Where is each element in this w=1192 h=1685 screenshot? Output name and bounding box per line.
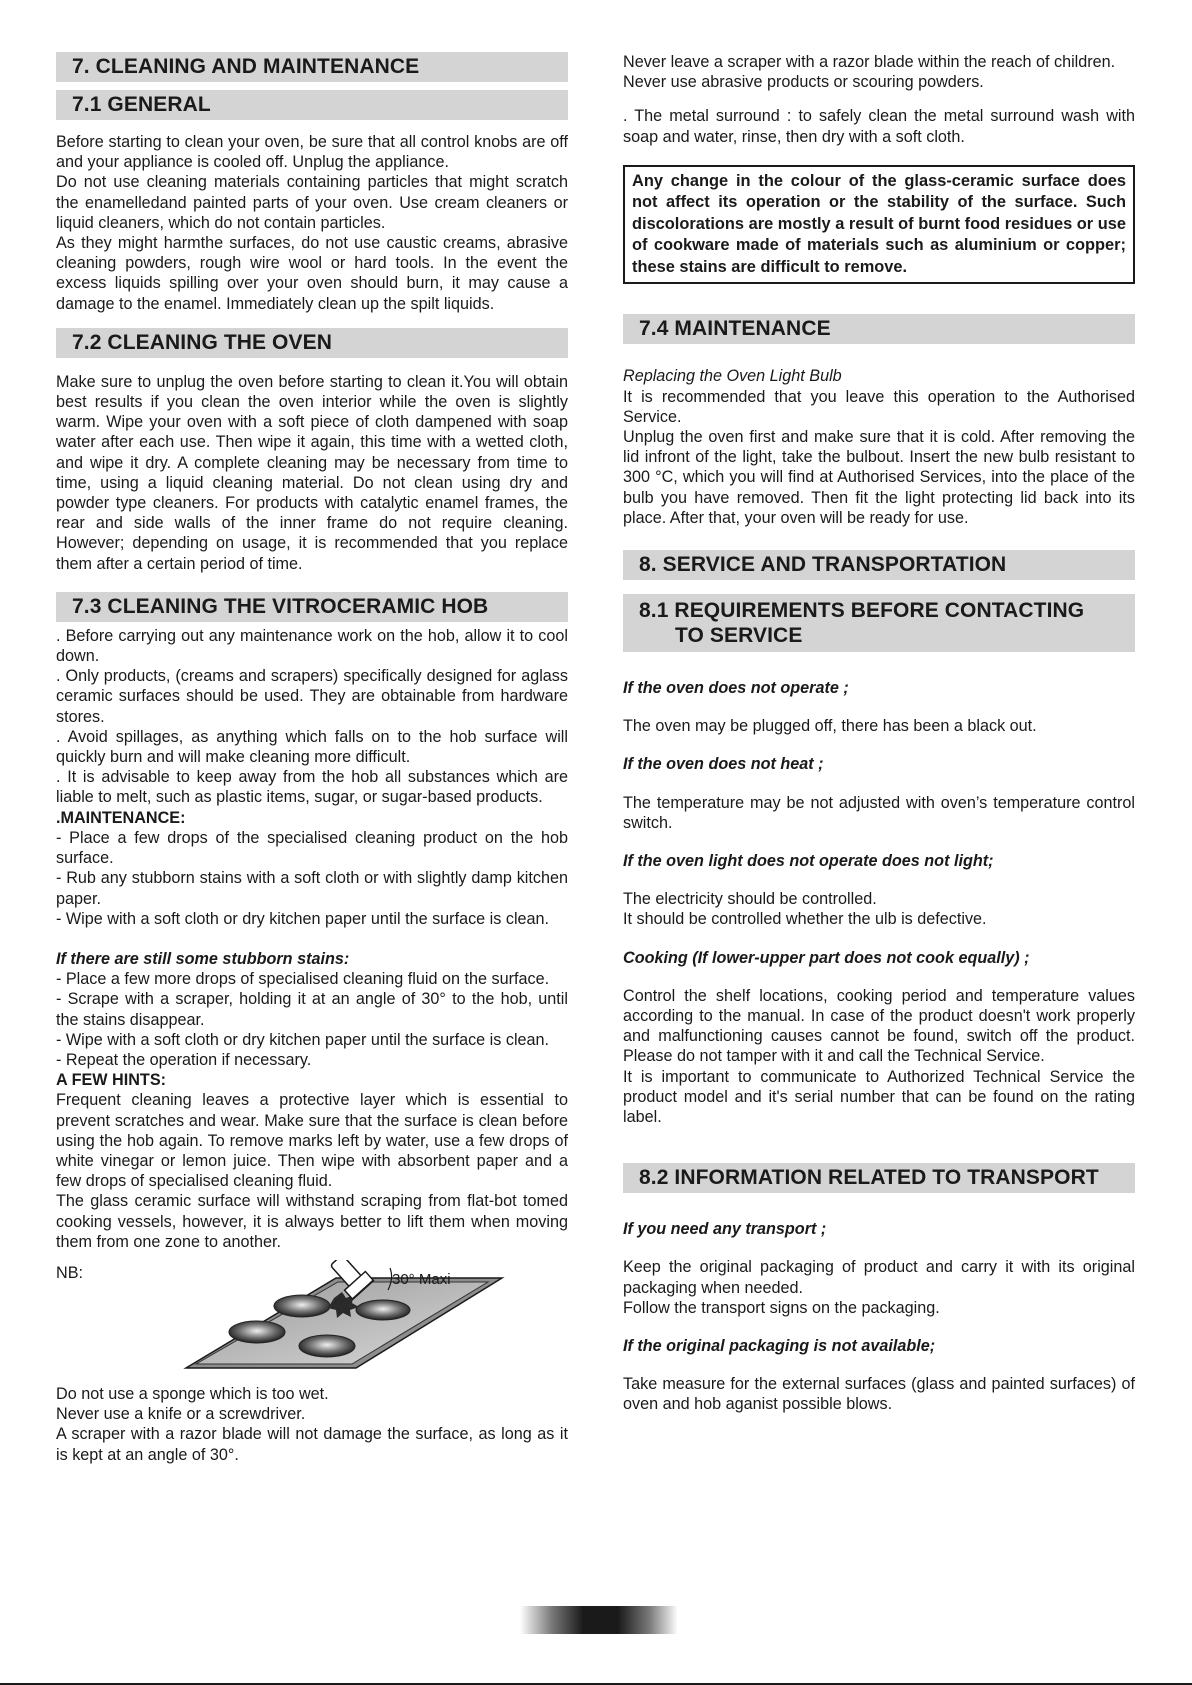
section-heading-8-2: 8.2 INFORMATION RELATED TO TRANSPORT — [623, 1163, 1135, 1193]
section-heading-8-1 — [623, 594, 1135, 652]
question-6: If the original packaging is not available; — [623, 1337, 936, 1355]
page-number-bar — [520, 1606, 678, 1634]
hints-paragraph-2: The glass ceramic surface will withstand scraping from flat-bot tomed cooking vessels, however, it is always better to lift them when moving them from one zone to another. — [56, 1192, 568, 1251]
hob-burner-4 — [299, 1335, 355, 1357]
hob-burner-3 — [229, 1321, 285, 1343]
stubborn-stains-label: If there are still some stubborn stains: — [56, 949, 350, 968]
paragraph-oven: Make sure to unplug the oven before starting to clean it.You will obtain best results if you clean the oven interior while the oven is slightly warm. Wipe your oven with a soft piece of cloth dampened with soap water after each use. Then wipe it again, this time with a wetted cloth, and wipe it dry. A complete cleaning may be necessary from time to time, using a liquid cleaning material. Do not clean using dry and powder type cleaners. For products with catalytic enamel frames, the rear and side walls of the inner frame do not require cleaning. However; depending on usage, it is recommended that you replace them after a certain period of time. — [56, 372, 568, 573]
left-column — [56, 52, 568, 1465]
bulb-paragraph-1: It is recommended that you leave this operation to the Authorised Service. — [623, 387, 1135, 426]
question-5: If you need any transport ; — [623, 1220, 827, 1239]
stubborn-step-2: - Scrape with a scraper, holding it at an angle of 30° to the hob, until the stains disappear. — [56, 990, 568, 1029]
paragraph-top-2: Never use abrasive products or scouring powders. — [623, 73, 984, 92]
maintenance-step-3: - Wipe with a soft cloth or dry kitchen paper until the surface is clean. — [56, 909, 550, 928]
section-heading-8-1-line2: TO SERVICE — [675, 623, 803, 647]
section-heading-7-2: 7.2 CLEANING THE OVEN — [56, 328, 568, 358]
answer-6: Take measure for the external surfaces (glass and painted surfaces) of oven and hob aganist possible blows. — [623, 1375, 1135, 1414]
hints-paragraph-1: Frequent cleaning leaves a protective layer which is essential to prevent scratches and wear. Make sure that the surface is clean before using the hob again. To remove marks left by water, use a few drops of white vinegar or lemon juice. Then wipe with absorbent paper and a few drops of specialised cleaning fluid. — [56, 1091, 568, 1191]
nb-label: NB: — [56, 1263, 83, 1282]
hob-burner-2 — [356, 1300, 410, 1320]
question-2: If the oven does not heat ; — [623, 755, 824, 774]
paragraph-hob-1: . Before carrying out any maintenance work on the hob, allow it to cool down. — [56, 626, 568, 666]
notice-box: Any change in the colour of the glass-ceramic surface does not affect its operation or the stability of the surface. Such discolorations are mostly a result of burnt food residues or use of cookware made of materials such as aluminium or copper; these stains are difficult to remove. — [623, 165, 1135, 285]
answer-4-paragraph-1: Control the shelf locations, cooking period and temperature values according to the manual. In case of the product doesn't work properly and malfunctioning causes cannot be found, switch off the product. Please do not tamper with it and call the Technical Service. — [623, 986, 1135, 1066]
question-4: Cooking (If lower-upper part does not cook equally) ; — [623, 948, 1030, 967]
section-heading-7-4: 7.4 MAINTENANCE — [623, 314, 1135, 344]
right-column — [623, 52, 1135, 1415]
section-heading-7-1: 7.1 GENERAL — [56, 90, 568, 120]
section-heading-7-3: 7.3 CLEANING THE VITROCERAMIC HOB — [56, 592, 568, 622]
section-heading-8: 8. SERVICE AND TRANSPORTATION — [623, 550, 1135, 580]
paragraph-general-1: Before starting to clean your oven, be sure that all control knobs are off and your appliance is cooled off. Unplug the appliance. — [56, 133, 568, 172]
paragraph-hob-3: . Avoid spillages, as anything which falls on to the hob surface will quickly burn and will make cleaning more difficult. — [56, 727, 568, 767]
answer-3-line-2: It should be controlled whether the ulb is defective. — [623, 910, 987, 929]
maintenance-step-1: - Place a few drops of the specialised cleaning product on the hob surface. — [56, 828, 568, 868]
answer-2: The temperature may be not adjusted with oven’s temperature control switch. — [623, 793, 1135, 832]
hob-scraper-illustration — [56, 1260, 568, 1372]
bulb-paragraph-2: Unplug the oven first and make sure that it is cold. After removing the lid infront of the light, take the bulbout. Insert the new bulb resistant to 300 °C, which you will find at Authorised Services, into the place of the bulb you have removed. Then fit the light protecting lid back into its place. After that, your oven will be ready for use. — [623, 427, 1135, 527]
stubborn-step-1: - Place a few more drops of specialised cleaning fluid on the surface. — [56, 970, 550, 989]
nb-illustration-row — [56, 1260, 568, 1372]
stubborn-step-4: - Repeat the operation if necessary. — [56, 1050, 312, 1069]
hob-burner-1 — [274, 1295, 330, 1317]
stubborn-step-3: - Wipe with a soft cloth or dry kitchen paper until the surface is clean. — [56, 1030, 550, 1049]
answer-5-line-1: Keep the original packaging of product and carry it with its original packaging when needed. — [623, 1258, 1135, 1297]
after-nb-1: Do not use a sponge which is too wet. — [56, 1384, 329, 1403]
after-nb-2: Never use a knife or a screwdriver. — [56, 1405, 306, 1424]
maintenance-label: .MAINTENANCE: — [56, 808, 186, 827]
after-nb-3: A scraper with a razor blade will not damage the surface, as long as it is kept at an angle of 30°. — [56, 1425, 568, 1464]
question-3: If the oven light does not operate does not light; — [623, 851, 994, 870]
answer-4-paragraph-2: It is important to communicate to Authorized Technical Service the product model and it's serial number that can be found on the rating label. — [623, 1067, 1135, 1126]
paragraph-general-2: Do not use cleaning materials containing particles that might scratch the enamelledand painted parts of your oven. Use cream cleaners or liquid cleaners, which do not contain particles. — [56, 173, 568, 232]
section-heading-7: 7. CLEANING AND MAINTENANCE — [56, 52, 568, 82]
paragraph-top-1: Never leave a scraper with a razor blade within the reach of children. — [623, 53, 1116, 71]
bulb-title: Replacing the Oven Light Bulb — [623, 367, 842, 386]
paragraph-hob-2: . Only products, (creams and scrapers) specifically designed for aglass ceramic surfaces should be used. They are obtainable from hardware stores. — [56, 667, 568, 726]
answer-3-line-1: The electricity should be controlled. — [623, 890, 877, 909]
answer-5-line-2: Follow the transport signs on the packaging. — [623, 1298, 940, 1317]
paragraph-general-3: As they might harmthe surfaces, do not use caustic creams, abrasive cleaning powders, rough wire wool or hard tools. In the event the excess liquids spilling over your oven should burn, it may cause a damage to the enamel. Immediately clean up the spilt liquids. — [56, 234, 568, 313]
angle-label: 30° Maxi — [392, 1270, 451, 1288]
hints-label: A FEW HINTS: — [56, 1071, 167, 1090]
paragraph-hob-4: . It is advisable to keep away from the hob all substances which are liable to melt, such as plastic items, sugar, or sugar-based products. — [56, 768, 568, 807]
section-heading-8-1-line1: 8.1 REQUIREMENTS BEFORE CONTACTING — [639, 598, 1085, 622]
maintenance-step-2: - Rub any stubborn stains with a soft cloth or with slightly damp kitchen paper. — [56, 869, 568, 908]
paragraph-metal-surround: . The metal surround : to safely clean the metal surround wash with soap and water, rinse, then dry with a soft cloth. — [623, 107, 1135, 146]
question-1: If the oven does not operate ; — [623, 678, 849, 697]
answer-1: The oven may be plugged off, there has been a black out. — [623, 717, 1037, 736]
